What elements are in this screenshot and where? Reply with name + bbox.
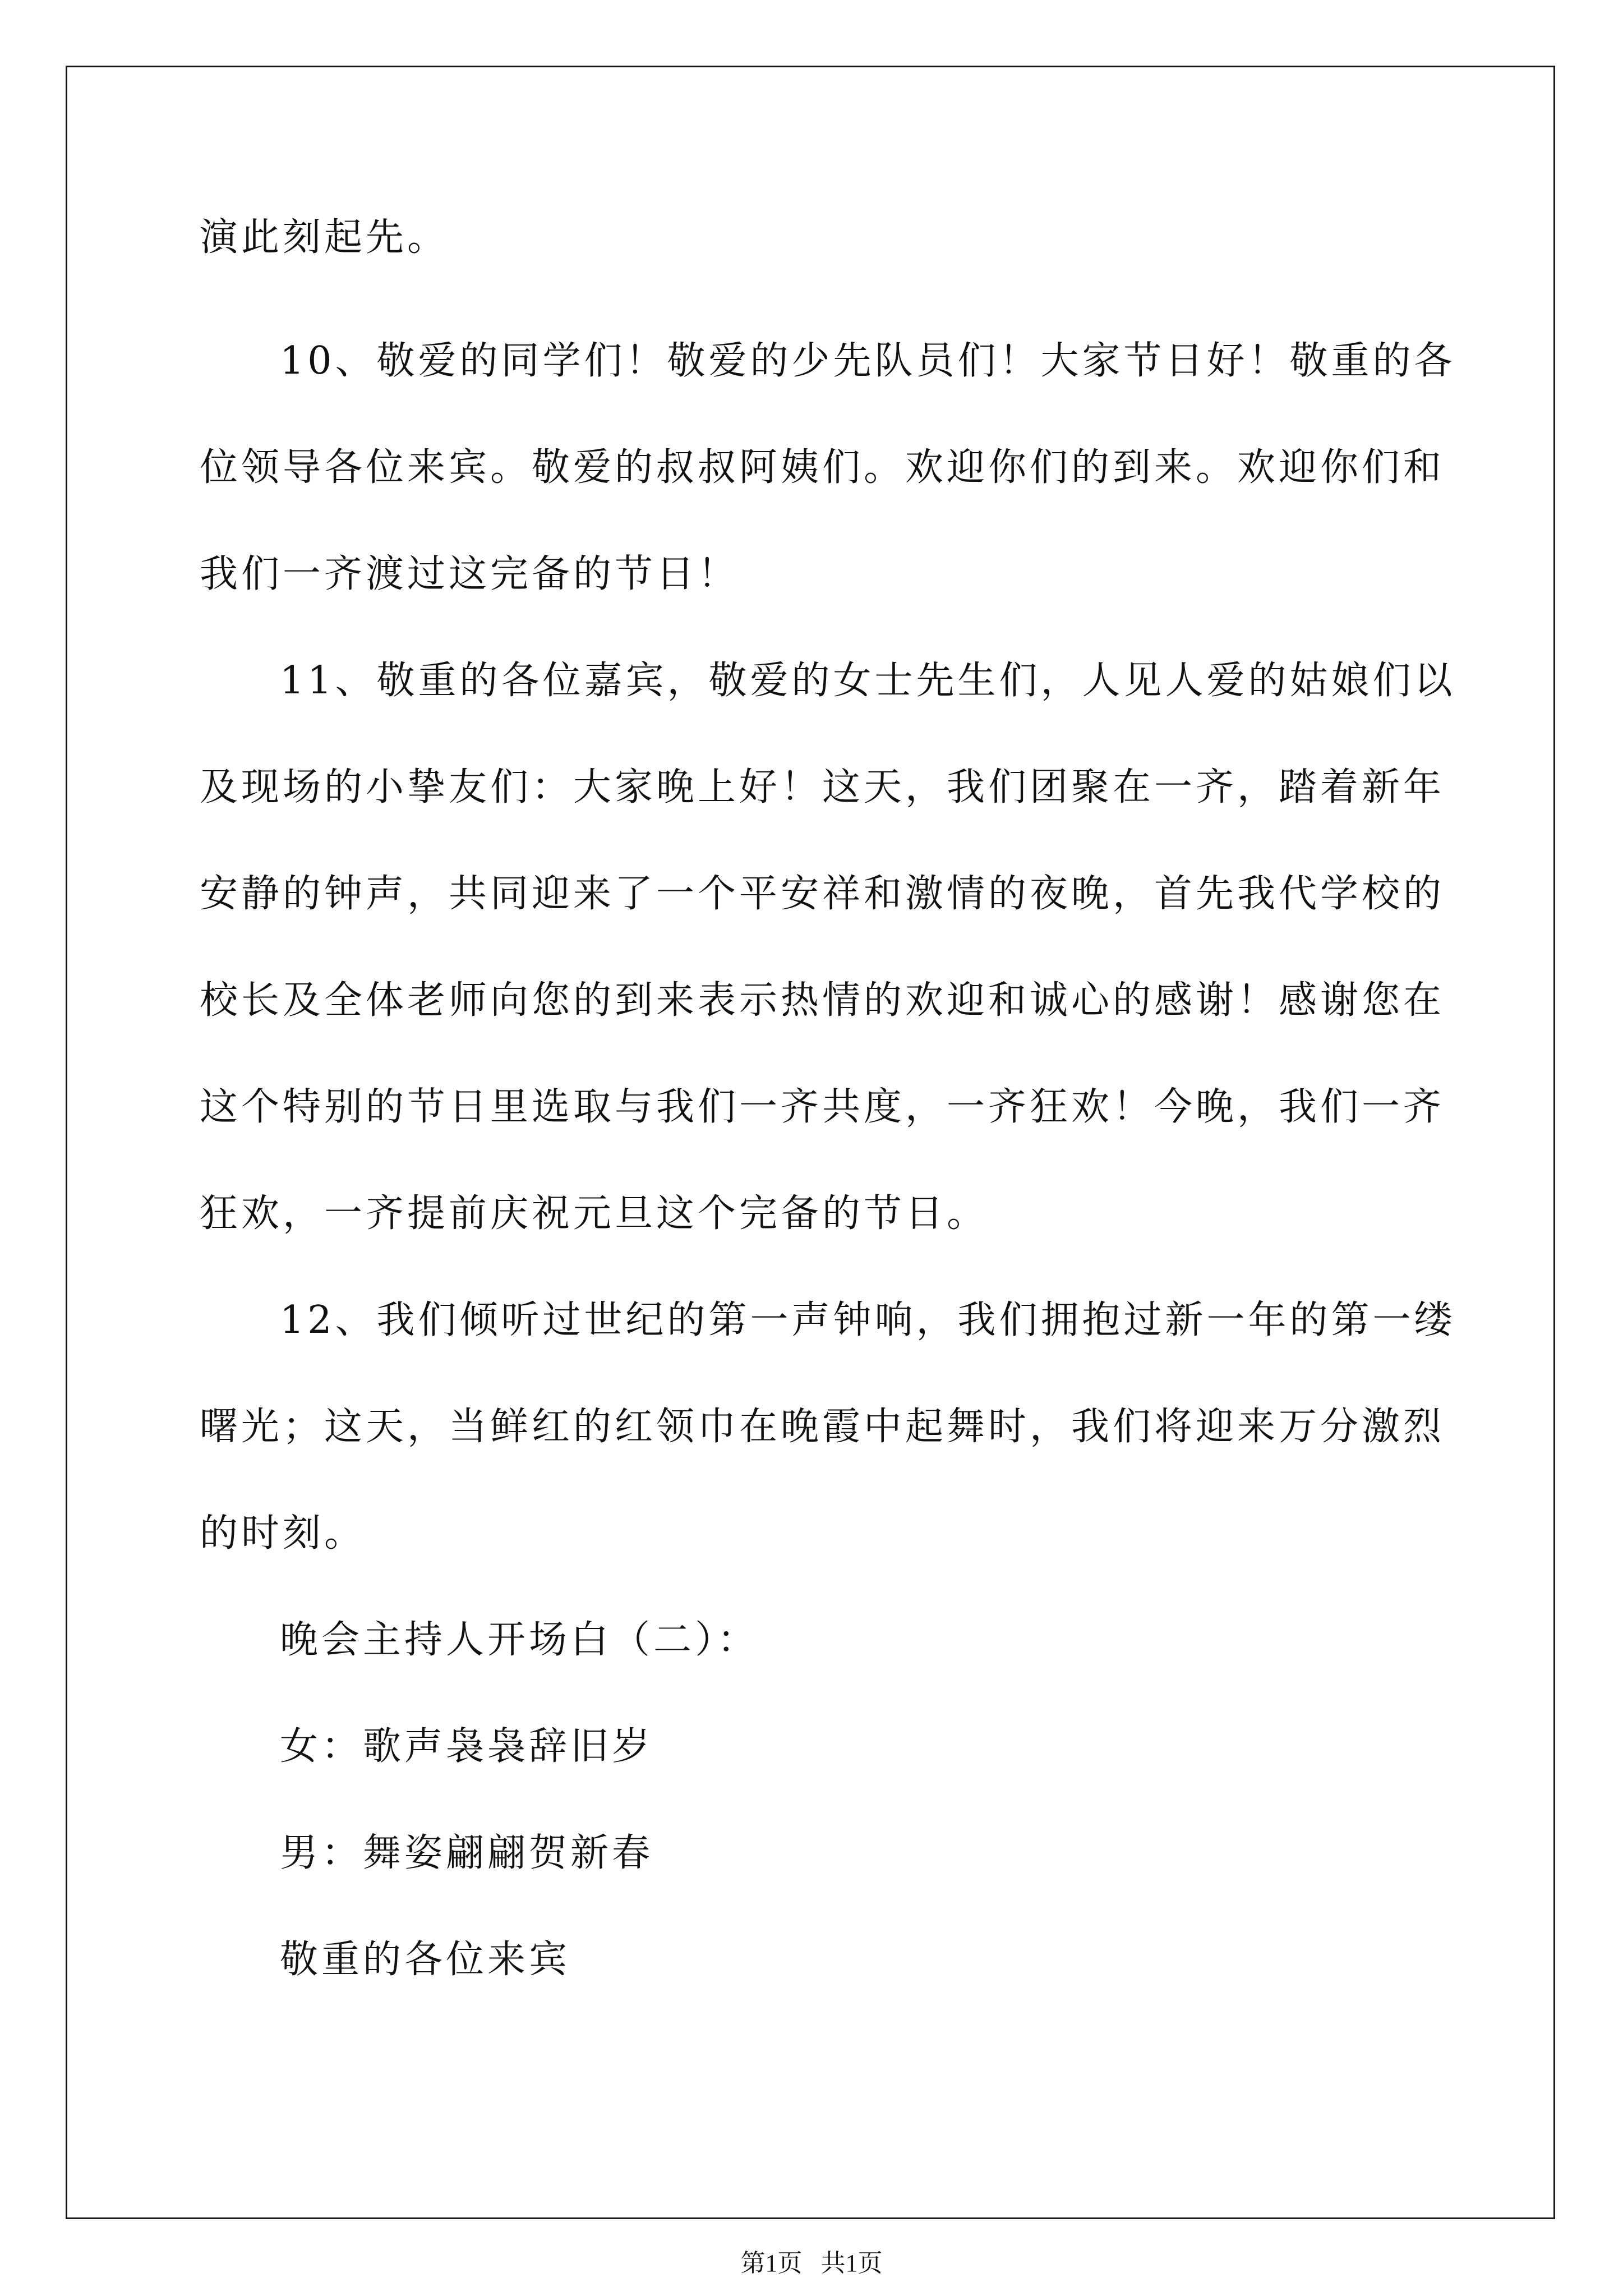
text-line: 12、我们倾听过世纪的第一声钟响，我们拥抱过新一年的第一缕 <box>280 1298 1456 1342</box>
text-line: 位领导各位来宾。敬爱的叔叔阿姨们。欢迎你们的到来。欢迎你们和 <box>200 445 1445 490</box>
text-line: 的时刻。 <box>200 1511 366 1556</box>
text-line: 及现场的小挚友们：大家晚上好！这天，我们团聚在一齐，踏着新年 <box>200 765 1445 809</box>
page-footer: 第1页 共1页 <box>740 2249 883 2277</box>
text-line: 女：歌声袅袅辞旧岁 <box>280 1724 654 1769</box>
text-line: 狂欢，一齐提前庆祝元旦这个完备的节日。 <box>200 1191 989 1236</box>
text-line: 11、敬重的各位嘉宾，敬爱的女士先生们，人见人爱的姑娘们以 <box>280 659 1456 703</box>
text-line: 这个特别的节日里选取与我们一齐共度，一齐狂欢！今晚，我们一齐 <box>200 1085 1445 1129</box>
text-line: 曙光；这天，当鲜红的红领巾在晚霞中起舞时，我们将迎来万分激烈 <box>200 1405 1445 1449</box>
text-line: 校长及全体老师向您的到来表示热情的欢迎和诚心的感谢！感谢您在 <box>200 978 1445 1023</box>
text-line: 敬重的各位来宾 <box>280 1938 571 1982</box>
text-line: 男：舞姿翩翩贺新春 <box>280 1831 654 1875</box>
text-line: 10、敬爱的同学们！敬爱的少先队员们！大家节日好！敬重的各 <box>280 339 1456 383</box>
text-line: 安静的钟声，共同迎来了一个平安祥和激情的夜晚，首先我代学校的 <box>200 872 1445 916</box>
page-border <box>66 66 1555 2219</box>
text-line: 晚会主持人开场白（二）： <box>280 1618 759 1662</box>
text-line: 演此刻起先。 <box>200 215 449 260</box>
text-line: 我们一齐渡过这完备的节日！ <box>200 552 740 596</box>
